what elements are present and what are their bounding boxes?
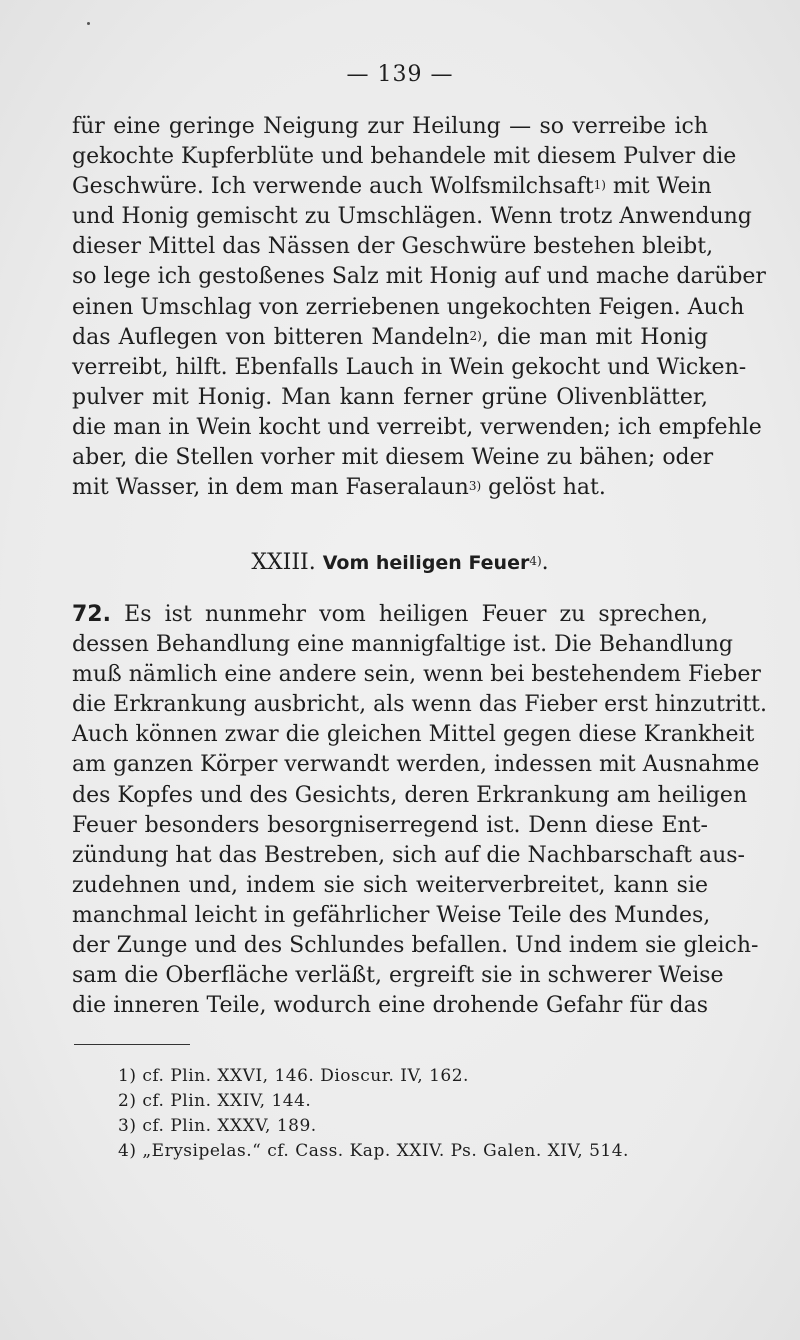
text-line-with-footnote: Geschwüre. Ich verwende auch Wolfsmilchsaft$^{1)}$ mit Wein [72, 174, 712, 200]
text-line: zudehnen und, indem sie sich weiterverbreitet, kann sie [72, 872, 708, 898]
footnote-ref-4[interactable]: 4) [529, 554, 542, 568]
text-line: Auch können zwar die gleichen Mittel gegen diese Krankheit [72, 722, 755, 748]
text-line: gekochte Kupferblüte und behandele mit diesem Pulver die [72, 144, 737, 170]
paragraph-1 [72, 112, 766, 503]
text-line: einen Umschlag von zerriebenen ungekochten Feigen. Auch [72, 294, 745, 320]
paragraph-2 [72, 600, 768, 1021]
text-line: manchmal leicht in gefährlicher Weise Teile des Mundes, [72, 902, 711, 928]
print-speck [87, 22, 90, 25]
footnote-ref-1[interactable]: 1) [593, 178, 606, 193]
text-line: die inneren Teile, wodurch eine drohende Gefahr für das [72, 993, 708, 1019]
footnote-3: 3) cf. Plin. XXXV, 189. [118, 1116, 317, 1136]
text-line: zündung hat das Bestreben, sich auf die Nachbarschaft aus- [72, 842, 745, 868]
text-line: der Zunge und des Schlundes befallen. Und indem sie gleich- [72, 933, 759, 959]
text-line-with-footnote: mit Wasser, in dem man Faseralaun$^{3)}$ gelöst hat. [72, 475, 606, 501]
footnote-1: 1) cf. Plin. XXVI, 146. Dioscur. IV, 162. [118, 1066, 469, 1086]
text-line-first: 72. Es ist nunmehr vom heiligen Feuer zu sprechen, [72, 602, 708, 627]
text-line: Feuer besonders besorgniserregend ist. Denn diese Ent- [72, 812, 708, 838]
section-heading: XXIII. Vom heiligen Feuer$^{4)}$. [251, 550, 549, 575]
footnote-ref-2[interactable]: 2) [469, 328, 482, 343]
text-line: muß nämlich eine andere sein, wenn bei bestehendem Fieber [72, 662, 761, 688]
text-line: die man in Wein kocht und verreibt, verwenden; ich empfehle [72, 414, 762, 440]
text-line: so lege ich gestoßenes Salz mit Honig auf und mache darüber [72, 264, 766, 290]
text-line: dieser Mittel das Nässen der Geschwüre bestehen bleibt, [72, 234, 714, 260]
page-number: — 139 — [346, 62, 454, 87]
text-line-with-footnote: das Auflegen von bitteren Mandeln$^{2)}$, die man mit Honig [72, 324, 708, 350]
text-line: für eine geringe Neigung zur Heilung — so verreibe ich [72, 114, 708, 139]
text-line: verreibt, hilft. Ebenfalls Lauch in Wein gekocht und Wicken- [72, 354, 747, 380]
footnote-2: 2) cf. Plin. XXIV, 144. [118, 1091, 312, 1111]
text-line: und Honig gemischt zu Umschlägen. Wenn trotz Anwendung [72, 204, 752, 230]
text-line: dessen Behandlung eine mannigfaltige ist. Die Behandlung [72, 632, 733, 658]
text-line: des Kopfes und des Gesichts, deren Erkrankung am heiligen [72, 782, 748, 808]
text-line: aber, die Stellen vorher mit diesem Weine zu bähen; oder [72, 445, 714, 471]
footnote-ref-3[interactable]: 3) [468, 479, 482, 494]
footnotes [118, 1064, 718, 1164]
paragraph-number: 72. [72, 602, 111, 627]
section-numeral: XXIII. [251, 550, 323, 575]
footnote-rule [74, 1044, 190, 1045]
text-line: pulver mit Honig. Man kann ferner grüne Olivenblätter, [72, 384, 708, 410]
text-line: die Erkrankung ausbricht, als wenn das Fieber erst hinzutritt. [72, 692, 768, 718]
section-title: Vom heiligen Feuer [322, 552, 530, 574]
text-line: sam die Oberfläche verläßt, ergreift sie in schwerer Weise [72, 963, 724, 989]
text-line: am ganzen Körper verwandt werden, indessen mit Ausnahme [72, 752, 760, 778]
footnote-4: 4) „Erysipelas.“ cf. Cass. Kap. XXIV. Ps. Galen. XIV, 514. [118, 1141, 629, 1161]
